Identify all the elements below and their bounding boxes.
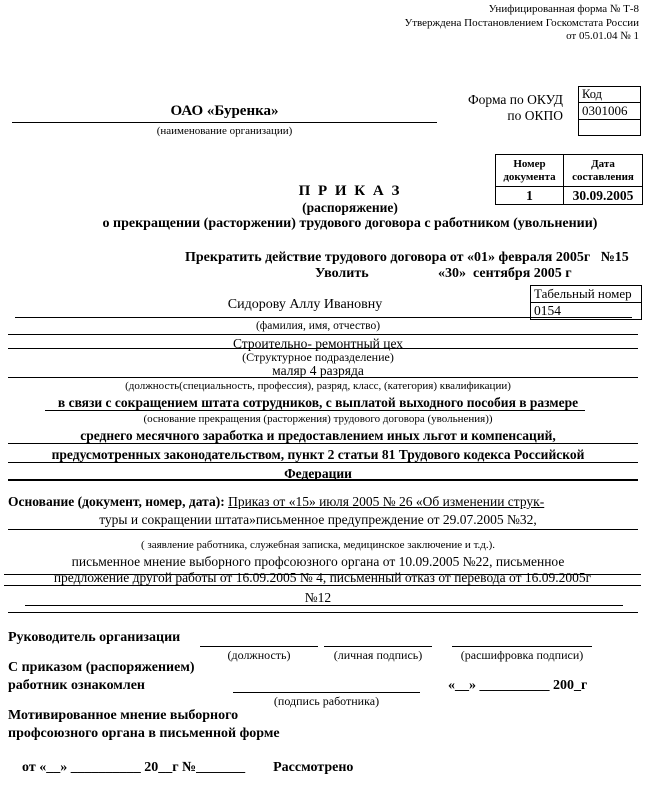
okud-label: Форма по ОКУД: [467, 92, 563, 107]
okpo-code-cell: [579, 120, 641, 136]
rule: [8, 348, 638, 349]
form-approval-block: [404, 3, 639, 44]
dismiss-date: «30» сентября 2005 г: [438, 266, 572, 281]
dismiss-label: Уволить: [315, 266, 369, 281]
acknowledgement-date: «__» __________ 200_г: [448, 678, 588, 693]
okpo-label: по ОКПО: [507, 108, 563, 123]
doc-date-header: Дата составления: [564, 155, 643, 187]
head-of-organization-label: Руководитель организации: [8, 630, 181, 645]
code-table: [578, 86, 641, 136]
department-caption: (Структурное подразделение): [242, 350, 394, 364]
reason-line1: в связи с сокращением штата сотрудников, с выплатой выходного пособия в размере: [57, 395, 579, 410]
reason-caption: (основание прекращения (расторжения) трудового договора (увольнения)): [143, 413, 493, 425]
employee-name: Сидорову Аллу Ивановну: [227, 297, 383, 312]
rule: [8, 529, 638, 530]
organization-caption: (наименование организации): [156, 125, 293, 137]
union-opinion-status: Рассмотрено: [273, 760, 354, 775]
basis-label: Основание (документ, номер, дата):: [8, 494, 225, 509]
basis-caption: ( заявление работника, служебная записка, медицинское заключение и т.д.).: [140, 539, 496, 551]
employee-position: маляр 4 разряда: [272, 363, 364, 378]
position-caption: (должность(специальность, профессия), разряд, класс, (категория) квалификации): [125, 380, 511, 392]
rule: [15, 317, 632, 318]
union-opinion-date: от «__» __________ 20__г №_______: [22, 760, 246, 775]
basis-value1: Приказ от «15» июля 2005 № 26 «Об изменении струк-: [228, 494, 545, 509]
code-header-cell: Код: [579, 87, 641, 103]
form-approved-label: Утверждена Постановлением Госкомстата России: [404, 16, 639, 29]
transcript-signature-caption: (расшифровка подписи): [460, 648, 584, 662]
doc-number-header: Номер документа: [496, 155, 564, 187]
okud-labels: [420, 92, 563, 124]
personnel-number-label: Табельный номер: [531, 286, 642, 303]
document-subject: о прекращении (расторжении) трудового договора с работником (увольнении): [102, 216, 598, 231]
form-type-label: Унифицированная форма № Т-8: [488, 3, 639, 15]
rule: [12, 122, 437, 123]
acknowledgement-label1: С приказом (распоряжением): [8, 660, 195, 675]
form-approval-date: от 05.01.04 № 1: [566, 30, 639, 42]
basis-line1: [8, 494, 640, 510]
rule: [45, 410, 585, 411]
personal-signature-caption: (личная подпись): [333, 648, 423, 662]
rule: [4, 585, 641, 586]
employee-signature-caption: (подпись работника): [273, 694, 380, 708]
employee-signature-line: [233, 692, 420, 693]
signature-line-transcript: [452, 646, 592, 647]
union-opinion-line1: Мотивированное мнение выборного: [8, 708, 239, 723]
doc-number-value: 1: [496, 187, 564, 205]
rule: [8, 443, 638, 444]
document-title: П Р И К А З: [298, 183, 402, 199]
rule: [8, 612, 638, 613]
signature-line-personal: [324, 646, 432, 647]
basis-value5: №12: [304, 590, 332, 605]
rule: [8, 334, 638, 335]
union-opinion-line2: профсоюзного органа в письменной форме: [8, 726, 280, 741]
reason-line2: среднего месячного заработка и предоставлением иных льгот и компенсаций,: [80, 428, 556, 443]
rule: [4, 574, 641, 575]
rule: [8, 377, 638, 378]
reason-line3: предусмотренных законодательством, пункт 2 статьи 81 Трудового кодекса Российской: [51, 447, 585, 462]
rule: [25, 605, 623, 606]
organization-name: ОАО «Буренка»: [170, 103, 279, 119]
personnel-number-value: 0154: [531, 303, 642, 320]
position-signature-caption: (должность): [227, 648, 291, 662]
okud-code-cell: 0301006: [579, 103, 641, 120]
terminate-line: Прекратить действие трудового договора от «01» февраля 2005г №15: [185, 250, 629, 265]
document-subtitle: (распоряжение): [302, 200, 398, 215]
employee-name-caption: (фамилия, имя, отчество): [255, 320, 381, 332]
reason-line4: Федерации: [284, 466, 352, 481]
basis-value3: письменное мнение выборного профсоюзного органа от 10.09.2005 №22, письменное: [71, 554, 565, 569]
basis-value4: предложение другой работы от 16.09.2005 № 4, письменный отказ от перевода от 16.09.2005г: [53, 570, 592, 585]
union-opinion-line3: [8, 744, 353, 792]
signature-line-position: [200, 646, 318, 647]
doc-date-value: 30.09.2005: [564, 187, 643, 205]
employee-department: Строительно- ремонтный цех: [232, 336, 404, 351]
acknowledgement-label2: работник ознакомлен: [8, 678, 145, 693]
rule: [8, 462, 638, 463]
rule: [8, 479, 638, 481]
basis-value2: туры и сокращении штата»письменное предупреждение от 29.07.2005 №32,: [99, 512, 537, 527]
